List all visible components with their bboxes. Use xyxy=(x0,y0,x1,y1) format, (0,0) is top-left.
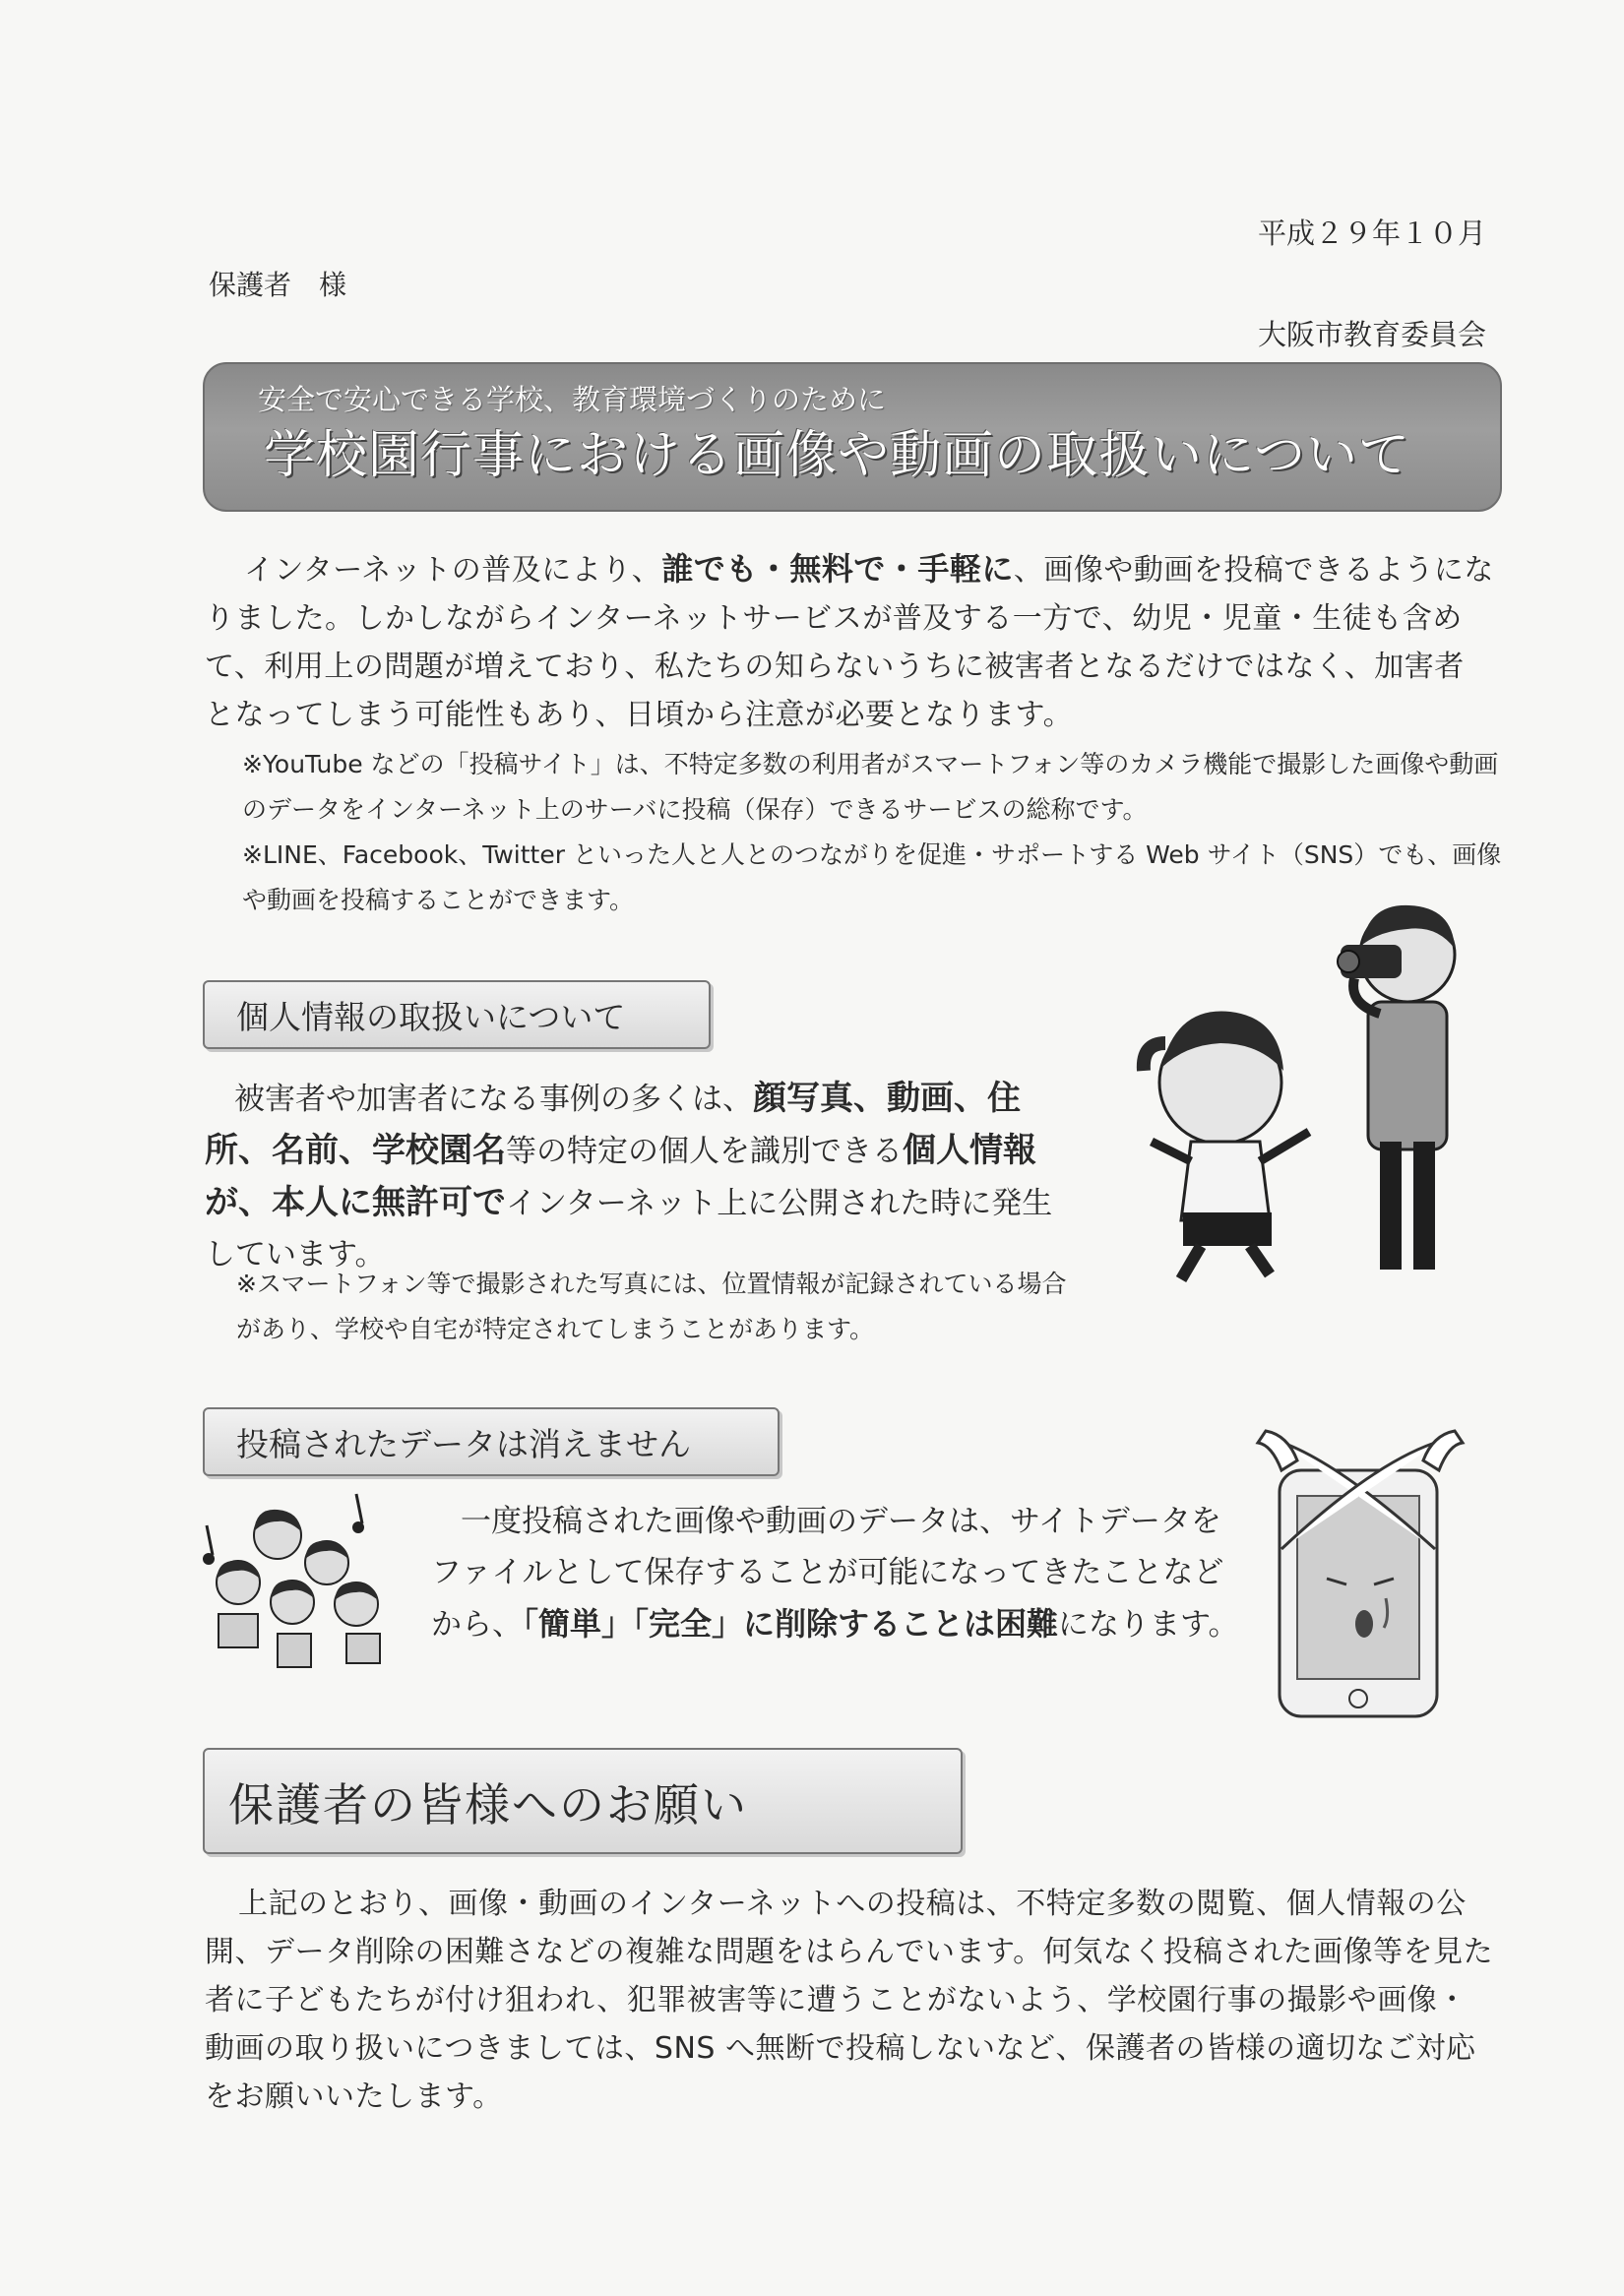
note-posting-sites: ※YouTube などの「投稿サイト」は、不特定多数の利用者がスマートフォン等のカメラ機能で撮影した画像や動画のデータをインターネット上のサーバに投稿（保存）できるサービスの総称です。 xyxy=(242,750,1499,824)
issuing-organization: 大阪市教育委員会 xyxy=(1257,318,1486,351)
request-paragraph xyxy=(205,1880,1494,2121)
section-title-data: 投稿されたデータは消えません xyxy=(236,1425,691,1463)
note-sns: ※LINE、Facebook、Twitter といった人と人とのつながりを促進・サポートする Web サイト（SNS）でも、画像や動画を投稿することができます。 xyxy=(242,840,1502,914)
personal-emphasis-2: 個人情報が、本人に無許可で xyxy=(205,1131,1036,1222)
data-text-1: 一度投稿された画像や動画のデータは、サイトデータをファイルとして保存することが可能になってきたことなどから、 xyxy=(431,1504,1224,1643)
data-permanence-paragraph xyxy=(431,1496,1248,1650)
personal-info-paragraph xyxy=(205,1073,1071,1280)
illustration-smartphone xyxy=(1258,1431,1465,1726)
intro-paragraph xyxy=(205,545,1494,739)
section-title-request: 保護者の皆様へのお願い xyxy=(228,1778,748,1831)
banner-subtitle: 安全で安心できる学校、教育環境づくりのために xyxy=(258,383,887,416)
note-location-info: ※スマートフォン等で撮影された写真には、位置情報が記録されている場合があり、学校や自宅が特定されてしまうことがあります。 xyxy=(236,1270,1067,1343)
data-emphasis: 「簡単」「完全」に削除することは困難 xyxy=(523,1605,1059,1643)
personal-text-3: インターネット上に公開された時に発生しています。 xyxy=(205,1186,1053,1272)
intro-emphasis: 誰でも・無料で・手軽に xyxy=(661,550,1014,588)
request-text: 上記のとおり、画像・動画のインターネットへの投稿は、不特定多数の閲覧、個人情報の公開、データ削除の困難さなどの複雑な問題をはらんでいます。何気なく投稿された画像等を見た者に子どもたちが付け狙われ、犯罪被害等に遭うことがないよう、学校園行事の撮影や画像・動画の取り扱いにつきましては、SNS へ無断で投稿しないなど、保護者の皆様の適切なご対応をお願いいたします。 xyxy=(205,1887,1494,2114)
addressee: 保護者 様 xyxy=(209,269,347,301)
personal-emphasis-1: 顔写真、動画、住所、名前、学校園名 xyxy=(205,1079,1021,1170)
personal-text-2: 等の特定の個人を識別できる xyxy=(506,1134,903,1169)
section-title-personal: 個人情報の取扱いについて xyxy=(236,998,626,1036)
data-text-2: になります。 xyxy=(1058,1607,1239,1643)
banner-title: 学校園行事における画像や動画の取扱いについて xyxy=(264,426,1410,485)
illustration-camera-scene xyxy=(1122,896,1496,1279)
intro-rest: 、画像や動画を投稿できるようになりました。しかしながらインターネットサービスが普及する一方で、幼児・児童・生徒も含めて、利用上の問題が増えており、私たちの知らないうちに被害者となるだけではなく、加害者となってしまう可能性もあり、日頃から注意が必要となります。 xyxy=(205,553,1494,732)
illustration-choir xyxy=(199,1486,406,1683)
document-date: 平成２９年１０月 xyxy=(1257,217,1486,250)
personal-text-1: 被害者や加害者になる事例の多くは、 xyxy=(234,1082,753,1117)
intro-lead: インターネットの普及により、 xyxy=(244,553,662,588)
